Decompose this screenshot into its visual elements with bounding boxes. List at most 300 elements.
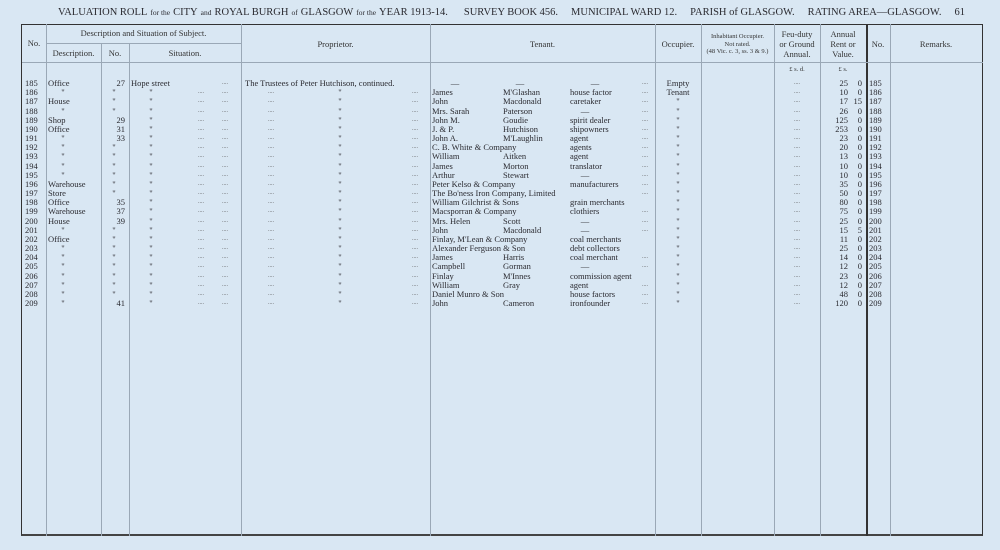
dots: ....	[642, 116, 648, 123]
annual-pounds: 26	[839, 105, 848, 116]
tenant-first: Mrs. Sarah	[432, 105, 470, 116]
dots: ....	[222, 144, 228, 151]
dots: ....	[198, 144, 204, 151]
description: Shop	[48, 114, 66, 125]
row-number: 192	[25, 142, 38, 153]
street-number: "	[112, 87, 116, 98]
row-number: 209	[25, 298, 38, 309]
dots: ....	[412, 107, 418, 114]
dots: ....	[268, 217, 274, 224]
dots: ....	[222, 254, 228, 261]
situation: "	[149, 224, 153, 235]
header-line: Value.	[832, 49, 854, 59]
tenant-occupation: caretaker	[570, 96, 602, 107]
occupier: "	[676, 114, 680, 125]
annual-shillings: 0	[857, 206, 862, 217]
row-number: 204	[25, 252, 38, 263]
row-number-right: 206	[869, 270, 882, 281]
dots: ....	[642, 208, 648, 215]
dots: ....	[222, 290, 228, 297]
header-line: or Ground	[779, 39, 815, 49]
street-number: "	[112, 169, 116, 180]
tenant-first: Daniel Munro & Son	[432, 288, 505, 299]
row-number: 190	[25, 123, 38, 134]
tenant-occupation: shipowners	[570, 123, 609, 134]
description: "	[61, 87, 65, 98]
tenant-first: John M.	[432, 114, 460, 125]
situation: "	[149, 233, 153, 244]
street-number: 27	[116, 78, 125, 88]
dots: ....	[642, 107, 648, 114]
parish: PARISH of GLASGOW.	[690, 7, 795, 18]
annual-pounds: 23	[839, 270, 848, 281]
dots: ....	[198, 290, 204, 297]
tenant-occupation: spirit dealer	[570, 114, 611, 125]
situation: "	[149, 123, 153, 134]
dots: ....	[222, 281, 228, 288]
situation: "	[149, 114, 153, 125]
tenant-occupation: —	[580, 261, 590, 272]
feu-duty: ....	[794, 89, 800, 96]
header-feu-duty	[774, 29, 820, 59]
street-number: 31	[116, 123, 125, 134]
dots: ....	[222, 245, 228, 252]
tenant-first: James	[432, 252, 453, 263]
dots: ....	[268, 254, 274, 261]
row-number-right: 196	[869, 178, 882, 189]
dots: ....	[268, 144, 274, 151]
tenant-first: Finlay	[432, 270, 454, 281]
dots: ....	[198, 107, 204, 114]
header-occupier: Occupier.	[661, 39, 695, 49]
dots: ....	[642, 162, 648, 169]
tenant-surname: Cameron	[503, 298, 535, 309]
situation: "	[149, 270, 153, 281]
description: "	[61, 243, 65, 254]
annual-shillings: 0	[857, 160, 862, 171]
annual-pounds: 15	[839, 224, 848, 235]
tenant-surname: Goudie	[503, 114, 529, 125]
row-number: 193	[25, 151, 38, 162]
occupier: "	[676, 279, 680, 290]
feu-duty: ....	[794, 180, 800, 187]
annual-shillings: 0	[857, 151, 862, 162]
annual-pounds: 75	[839, 206, 848, 217]
annual-shillings: 0	[857, 197, 862, 208]
dots: ....	[412, 171, 418, 178]
proprietor: "	[338, 114, 342, 125]
row-number-right: 194	[869, 160, 882, 171]
dots: ....	[222, 98, 228, 105]
title-part: of	[291, 8, 298, 17]
dots: ....	[412, 89, 418, 96]
description: "	[61, 160, 65, 171]
dots: ....	[222, 235, 228, 242]
description: House	[48, 96, 70, 107]
annual-shillings: 0	[857, 215, 862, 226]
annual-pounds: 17	[839, 96, 848, 107]
dots: ....	[268, 208, 274, 215]
annual-pounds: 48	[839, 288, 848, 299]
tenant-surname: Gorman	[503, 261, 531, 272]
dots: ....	[642, 254, 648, 261]
situation: "	[149, 87, 153, 98]
occupier: "	[676, 215, 680, 226]
dots: ....	[412, 98, 418, 105]
dots: ....	[412, 235, 418, 242]
header-tenant: Tenant.	[529, 39, 556, 49]
tenant-first: The Bo'ness Iron Company, Limited	[432, 188, 556, 199]
street-number: "	[112, 252, 116, 263]
tenant-occupation: house factors	[570, 288, 616, 299]
title-part: and	[200, 8, 212, 17]
tenant-occupation: clothiers	[570, 206, 600, 217]
annual-pounds: 25	[839, 243, 848, 254]
dots: ....	[268, 180, 274, 187]
situation: "	[149, 96, 153, 107]
row-number: 196	[25, 178, 38, 189]
dots: ....	[642, 144, 648, 151]
description: Warehouse	[48, 178, 86, 189]
tenant-occupation: —	[580, 224, 590, 235]
header-line: Not rated.	[724, 40, 751, 48]
annual-shillings: 0	[857, 233, 862, 244]
feu-duty: ....	[794, 281, 800, 288]
annual-pounds: 25	[839, 78, 848, 88]
feu-duty: ....	[794, 98, 800, 105]
row-number: 191	[25, 133, 38, 144]
title-part: CITY	[173, 7, 198, 18]
street-number: 33	[116, 133, 125, 144]
dots: ....	[198, 208, 204, 215]
tenant-occupation: commission agent	[570, 270, 632, 281]
title-part: YEAR 1913-14.	[379, 7, 448, 18]
feu-duty: ....	[794, 116, 800, 123]
dots: ....	[412, 116, 418, 123]
occupier: "	[676, 133, 680, 144]
situation: "	[149, 105, 153, 116]
dots: ....	[642, 80, 648, 86]
street-number: 35	[116, 197, 125, 208]
tenant-occupation: manufacturers	[570, 178, 619, 189]
tenant-occupation: debt collectors	[570, 243, 620, 254]
dots: ....	[268, 281, 274, 288]
row-number: 187	[25, 96, 38, 107]
dots: ....	[412, 254, 418, 261]
annual-pounds: 80	[839, 197, 848, 208]
occupier: "	[676, 261, 680, 272]
dots: ....	[198, 135, 204, 142]
table-row	[0, 97, 1000, 106]
occupier: "	[676, 233, 680, 244]
proprietor: "	[338, 197, 342, 208]
row-number: 199	[25, 206, 38, 217]
header-line: (48 Vic. c. 3, ss. 3 & 9.)	[706, 48, 769, 55]
street-number: 37	[116, 206, 125, 217]
proprietor: "	[338, 151, 342, 162]
title-part: for the	[150, 8, 171, 17]
header-inhabitant	[701, 33, 774, 56]
description: "	[61, 105, 65, 116]
tenant-surname: Macdonald	[503, 96, 542, 107]
row-number-right: 189	[869, 114, 882, 125]
occupier: "	[676, 298, 680, 309]
header-line: Rent or	[830, 39, 856, 49]
proprietor: "	[338, 133, 342, 144]
row-number: 189	[25, 114, 38, 125]
dots: ....	[222, 226, 228, 233]
description: "	[61, 133, 65, 144]
situation: "	[149, 206, 153, 217]
dots: ....	[642, 190, 648, 197]
tenant-first: Peter Kelso & Company	[432, 178, 516, 189]
table-row	[0, 152, 1000, 161]
feu-duty: ....	[794, 80, 800, 86]
row-number-right: 198	[869, 197, 882, 208]
proprietor: "	[338, 279, 342, 290]
tenant-first: James	[432, 87, 453, 98]
dots: ....	[642, 226, 648, 233]
situation: "	[149, 279, 153, 290]
tenant-occupation: —	[590, 78, 600, 88]
situation: "	[149, 142, 153, 153]
feu-duty: ....	[794, 226, 800, 233]
annual-pounds: 120	[835, 298, 848, 309]
row-number-right: 193	[869, 151, 882, 162]
dots: ....	[268, 135, 274, 142]
dots: ....	[268, 116, 274, 123]
description: Warehouse	[48, 206, 86, 217]
proprietor: "	[338, 96, 342, 107]
dots: ....	[198, 199, 204, 206]
header-no-right: No.	[871, 39, 885, 49]
dots: ....	[198, 98, 204, 105]
street-number: "	[112, 279, 116, 290]
street-number: "	[112, 160, 116, 171]
header-annual	[820, 29, 866, 59]
annual-pounds: 14	[839, 252, 848, 263]
description: "	[61, 298, 65, 309]
annual-pounds: 25	[839, 215, 848, 226]
tenant-occupation: translator	[570, 160, 603, 171]
annual-pounds: 12	[839, 261, 848, 272]
title-text	[58, 7, 451, 18]
annual-shillings: 0	[857, 142, 862, 153]
feu-units: £ s. d.	[789, 66, 805, 73]
annual-shillings: 0	[857, 105, 862, 116]
dots: ....	[412, 135, 418, 142]
dots: ....	[642, 180, 648, 187]
tenant-occupation: agent	[570, 133, 589, 144]
proprietor: "	[338, 206, 342, 217]
tenant-occupation: coal merchants	[570, 233, 622, 244]
dots: ....	[222, 300, 228, 307]
occupier: "	[676, 270, 680, 281]
description: "	[61, 252, 65, 263]
annual-pounds: 50	[839, 188, 848, 199]
row-number-right: 199	[869, 206, 882, 217]
feu-duty: ....	[794, 245, 800, 252]
proprietor: "	[338, 288, 342, 299]
row-number-right: 202	[869, 233, 882, 244]
row-number: 198	[25, 197, 38, 208]
feu-duty: ....	[794, 254, 800, 261]
dots: ....	[222, 217, 228, 224]
occupier: "	[676, 142, 680, 153]
annual-shillings: 0	[857, 288, 862, 299]
street-number: "	[112, 243, 116, 254]
row-number-right: 185	[869, 78, 882, 88]
dots: ....	[222, 107, 228, 114]
occupier: "	[676, 169, 680, 180]
dots: ....	[412, 281, 418, 288]
row-number: 194	[25, 160, 38, 171]
dots: ....	[222, 162, 228, 169]
dots: ....	[642, 281, 648, 288]
tenant-surname: Stewart	[503, 169, 529, 180]
proprietor: "	[338, 142, 342, 153]
dots: ....	[642, 217, 648, 224]
tenant-first: William Gilchrist & Sons	[432, 197, 519, 208]
header-line: Annual.	[783, 49, 811, 59]
dots: ....	[268, 235, 274, 242]
description: "	[61, 151, 65, 162]
feu-duty: ....	[794, 162, 800, 169]
annual-pounds: 35	[839, 178, 848, 189]
dots: ....	[222, 80, 228, 86]
row-number: 202	[25, 233, 38, 244]
header-line: Inhabitant Occupier.	[710, 33, 765, 40]
situation: "	[149, 133, 153, 144]
annual-shillings: 0	[857, 298, 862, 309]
description: "	[61, 270, 65, 281]
annual-units: £ s.	[838, 66, 848, 73]
row-number-right: 197	[869, 188, 882, 199]
row-number: 201	[25, 224, 38, 235]
situation: "	[149, 178, 153, 189]
annual-shillings: 0	[857, 270, 862, 281]
occupier: "	[676, 123, 680, 134]
proprietor: "	[338, 261, 342, 272]
dots: ....	[268, 171, 274, 178]
description: "	[61, 169, 65, 180]
situation: "	[149, 261, 153, 272]
row-number: 200	[25, 215, 38, 226]
annual-shillings: 0	[857, 123, 862, 134]
dots: ....	[222, 190, 228, 197]
tenant-first: John	[432, 298, 449, 309]
dots: ....	[222, 153, 228, 160]
dots: ....	[198, 180, 204, 187]
proprietor: The Trustees of Peter Hutchison, continued.	[245, 78, 395, 88]
situation: "	[149, 151, 153, 162]
row-number-right: 207	[869, 279, 882, 290]
dots: ....	[642, 263, 648, 270]
dots: ....	[412, 272, 418, 279]
dots: ....	[268, 245, 274, 252]
dots: ....	[198, 263, 204, 270]
dots: ....	[198, 217, 204, 224]
proprietor: "	[338, 233, 342, 244]
dots: ....	[198, 281, 204, 288]
dots: ....	[642, 135, 648, 142]
header-desc-group: Description and Situation of Subject.	[80, 28, 207, 38]
dots: ....	[412, 144, 418, 151]
description: Office	[48, 197, 70, 208]
proprietor: "	[338, 178, 342, 189]
row-number-right: 208	[869, 288, 882, 299]
proprietor: "	[338, 87, 342, 98]
street-number: "	[112, 288, 116, 299]
dots: ....	[222, 272, 228, 279]
annual-shillings: 0	[857, 243, 862, 254]
row-number-right: 187	[869, 96, 882, 107]
dots: ....	[642, 290, 648, 297]
dots: ....	[412, 153, 418, 160]
dots: ....	[268, 89, 274, 96]
dots: ....	[198, 254, 204, 261]
description: "	[61, 288, 65, 299]
dots: ....	[198, 162, 204, 169]
description: House	[48, 215, 70, 226]
occupier: Empty	[666, 78, 690, 88]
dots: ....	[268, 162, 274, 169]
dots: ....	[268, 153, 274, 160]
dots: ....	[198, 245, 204, 252]
dots: ....	[268, 98, 274, 105]
row-number-right: 200	[869, 215, 882, 226]
street-number: "	[112, 188, 116, 199]
row-number-right: 195	[869, 169, 882, 180]
feu-duty: ....	[794, 199, 800, 206]
occupier: "	[676, 178, 680, 189]
description: Office	[48, 233, 70, 244]
dots: ....	[412, 290, 418, 297]
proprietor: "	[338, 123, 342, 134]
dots: ....	[222, 208, 228, 215]
dots: ....	[412, 208, 418, 215]
annual-shillings: 0	[857, 133, 862, 144]
header-proprietor: Proprietor.	[317, 39, 354, 49]
street-number: "	[112, 151, 116, 162]
feu-duty: ....	[794, 135, 800, 142]
row-number-right: 204	[869, 252, 882, 263]
tenant-first: John A.	[432, 133, 458, 144]
occupier: "	[676, 96, 680, 107]
tenant-surname: Scott	[503, 215, 521, 226]
annual-shillings: 0	[857, 87, 862, 98]
annual-shillings: 15	[853, 96, 862, 107]
description: Office	[48, 78, 70, 88]
dots: ....	[222, 125, 228, 132]
tenant-surname: Harris	[503, 252, 525, 263]
tenant-occupation: agent	[570, 151, 589, 162]
header-no: No.	[27, 38, 41, 48]
dots: ....	[642, 171, 648, 178]
proprietor: "	[338, 105, 342, 116]
tenant-surname: Paterson	[503, 105, 533, 116]
dots: ....	[198, 300, 204, 307]
dots: ....	[412, 162, 418, 169]
description: "	[61, 261, 65, 272]
occupier: "	[676, 288, 680, 299]
dots: ....	[198, 116, 204, 123]
tenant-first: William	[432, 279, 460, 290]
situation: "	[149, 215, 153, 226]
tenant-first: Alexander Ferguson & Son	[432, 243, 526, 254]
page-number: 61	[954, 7, 965, 18]
street-number: "	[112, 96, 116, 107]
